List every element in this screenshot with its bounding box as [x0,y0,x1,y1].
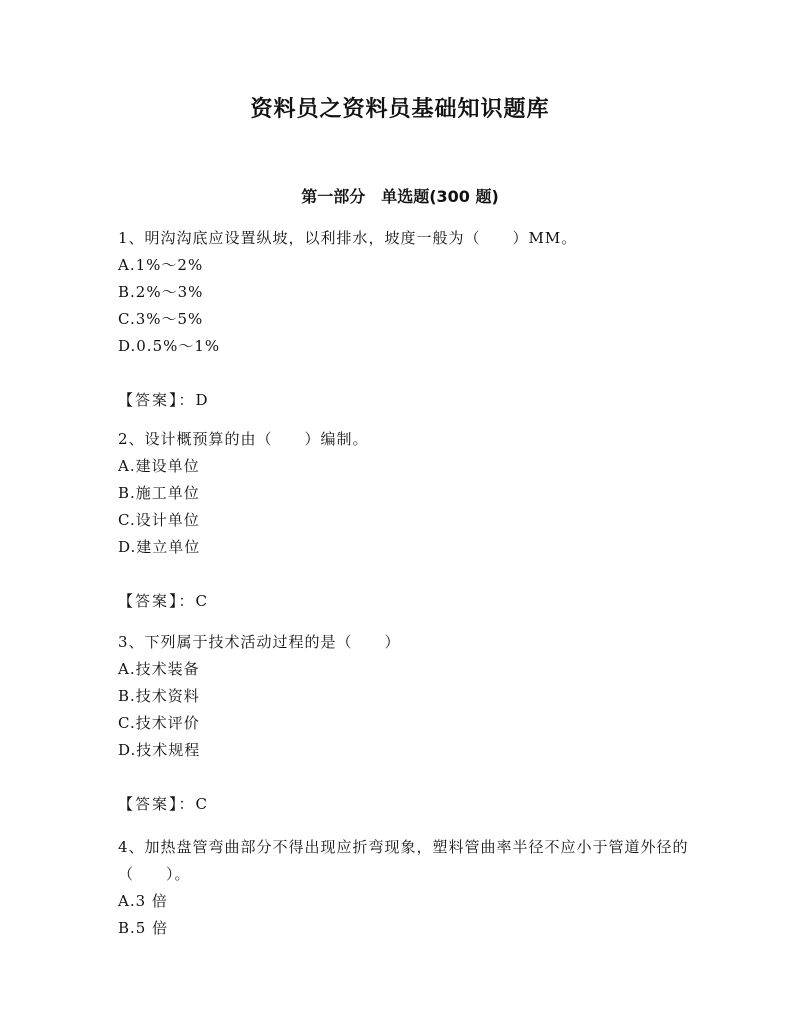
option-a: A.1%～2% [118,256,204,274]
question-stem: 1、明沟沟底应设置纵坡，以利排水，坡度一般为（ ）MM。 [118,229,578,247]
answer-value: C [195,592,208,610]
answer-value: D [195,391,209,409]
question-1 [118,225,698,414]
answer-label: 【答案】： [118,795,196,813]
question-stem: 4、加热盘管弯曲部分不得出现应折弯现象，塑料管曲率半径不应小于管道外径的（ ）。 [118,838,689,883]
option-b: B.技术资料 [118,687,200,705]
option-b: B.5 倍 [118,919,169,937]
option-b: B.2%～3% [118,283,204,301]
answer-line [118,791,698,818]
option-c: C.3%～5% [118,310,204,328]
question-stem: 3、下列属于技术活动过程的是（ ） [118,633,401,651]
option-c: C.设计单位 [118,511,200,529]
question-2 [118,426,698,615]
answer-value: C [195,795,208,813]
answer-label: 【答案】： [118,391,196,409]
section-title: 第一部分 单选题(300 题) [301,187,499,206]
option-a: A.建设单位 [118,457,200,475]
option-d: D.0.5%～1% [118,337,221,355]
document-title: 资料员之资料员基础知识题库 [250,97,550,122]
option-d: D.技术规程 [118,741,201,759]
answer-line [118,387,698,414]
question-3 [118,629,698,818]
option-a: A.3 倍 [118,892,168,910]
answer-line [118,588,698,615]
option-d: D.建立单位 [118,538,201,556]
option-b: B.施工单位 [118,484,200,502]
option-c: C.技术评价 [118,714,200,732]
question-stem: 2、设计概预算的由（ ）编制。 [118,430,369,448]
option-a: A.技术装备 [118,660,200,678]
answer-label: 【答案】： [118,592,196,610]
question-4 [118,834,698,942]
